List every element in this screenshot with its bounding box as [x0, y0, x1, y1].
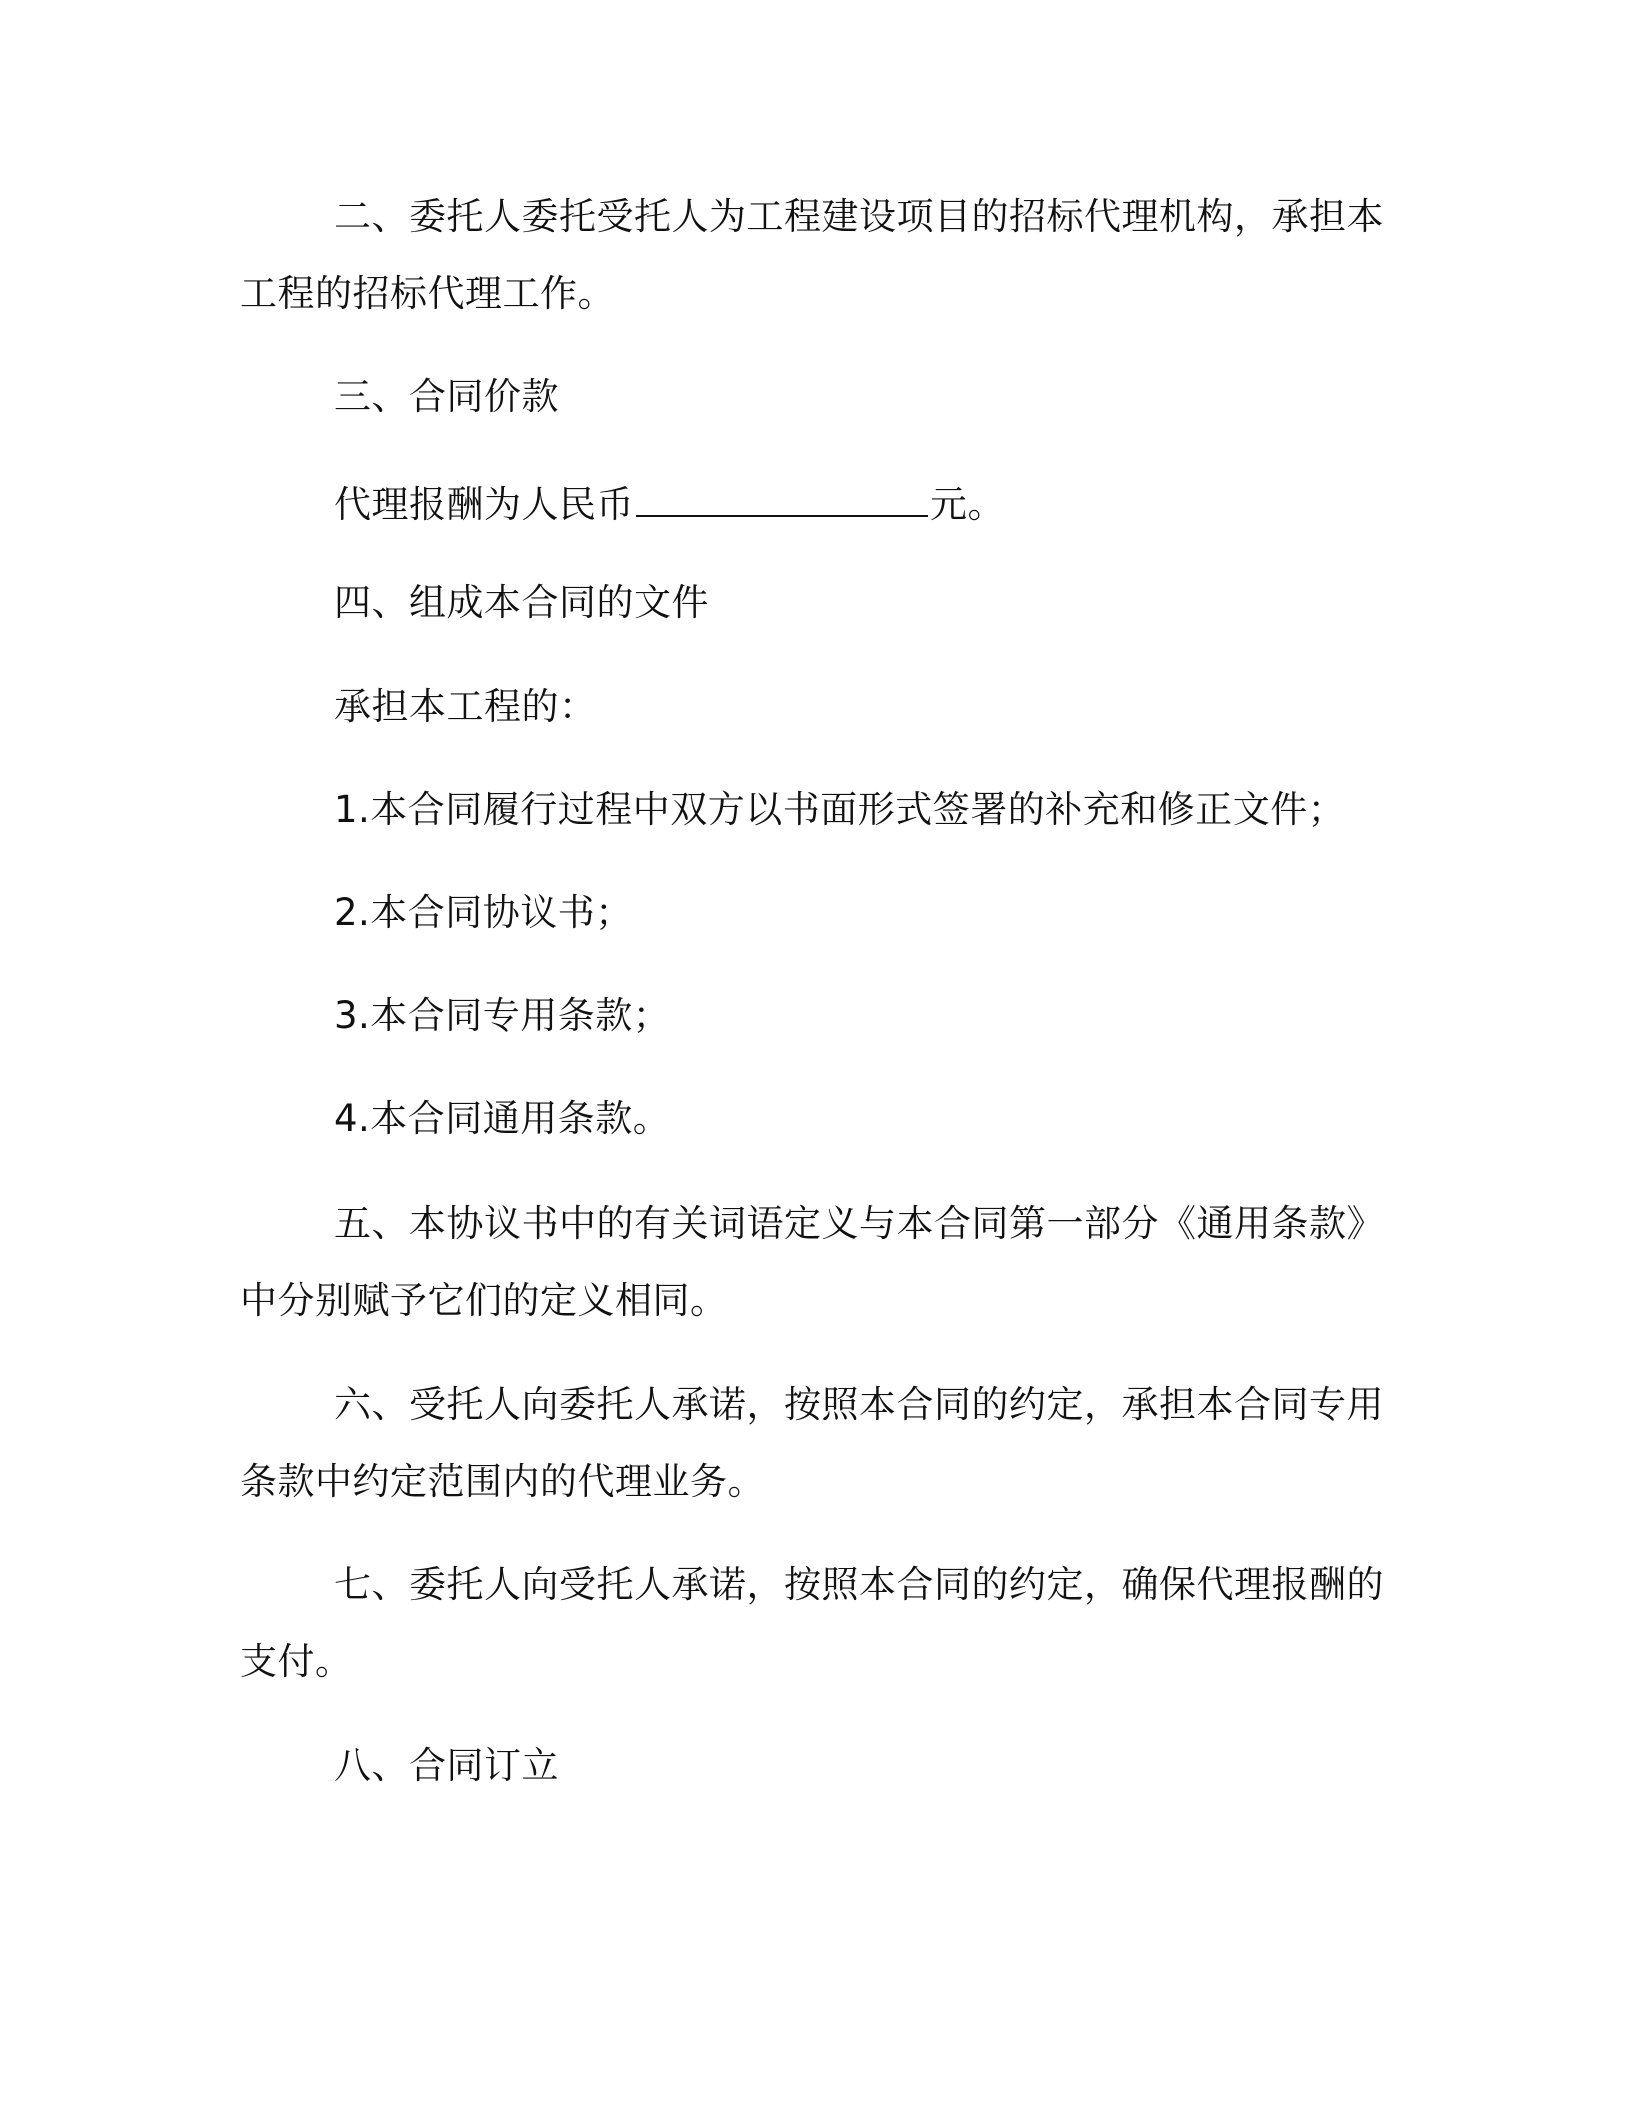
clause-5-line-1: 五、本协议书中的有关词语定义与本合同第一部分《通用条款》: [334, 1202, 1384, 1245]
fee-text-before: 代理报酬为人民币: [334, 483, 634, 526]
clause-4-heading: 四、组成本合同的文件: [334, 581, 709, 624]
clause-4-item-1: 1.本合同履行过程中双方以书面形式签署的补充和修正文件；: [334, 788, 1346, 831]
clause-6-line-2: 条款中约定范围内的代理业务。: [240, 1460, 765, 1503]
fee-text-after: 元。: [930, 483, 1005, 526]
clause-4-item-2: 2.本合同协议书；: [334, 891, 633, 934]
clause-4-intro: 承担本工程的：: [334, 685, 597, 728]
clause-3-fee-line: [334, 481, 1005, 529]
clause-2-line-1: 二、委托人委托受托人为工程建设项目的招标代理机构，承担本: [334, 195, 1384, 238]
clause-4-item-4: 4.本合同通用条款。: [334, 1097, 671, 1140]
clause-2-line-2: 工程的招标代理工作。: [240, 272, 615, 315]
clause-3-heading: 三、合同价款: [334, 375, 559, 418]
clause-7-line-2: 支付。: [240, 1640, 353, 1683]
clause-6-line-1: 六、受托人向委托人承诺，按照本合同的约定，承担本合同专用: [334, 1383, 1384, 1426]
clause-8-heading: 八、合同订立: [334, 1744, 559, 1787]
clause-4-item-3: 3.本合同专用条款；: [334, 994, 671, 1037]
clause-7-line-1: 七、委托人向受托人承诺，按照本合同的约定，确保代理报酬的: [334, 1563, 1384, 1606]
clause-5-line-2: 中分别赋予它们的定义相同。: [240, 1279, 728, 1322]
fee-amount-blank: [636, 481, 928, 517]
